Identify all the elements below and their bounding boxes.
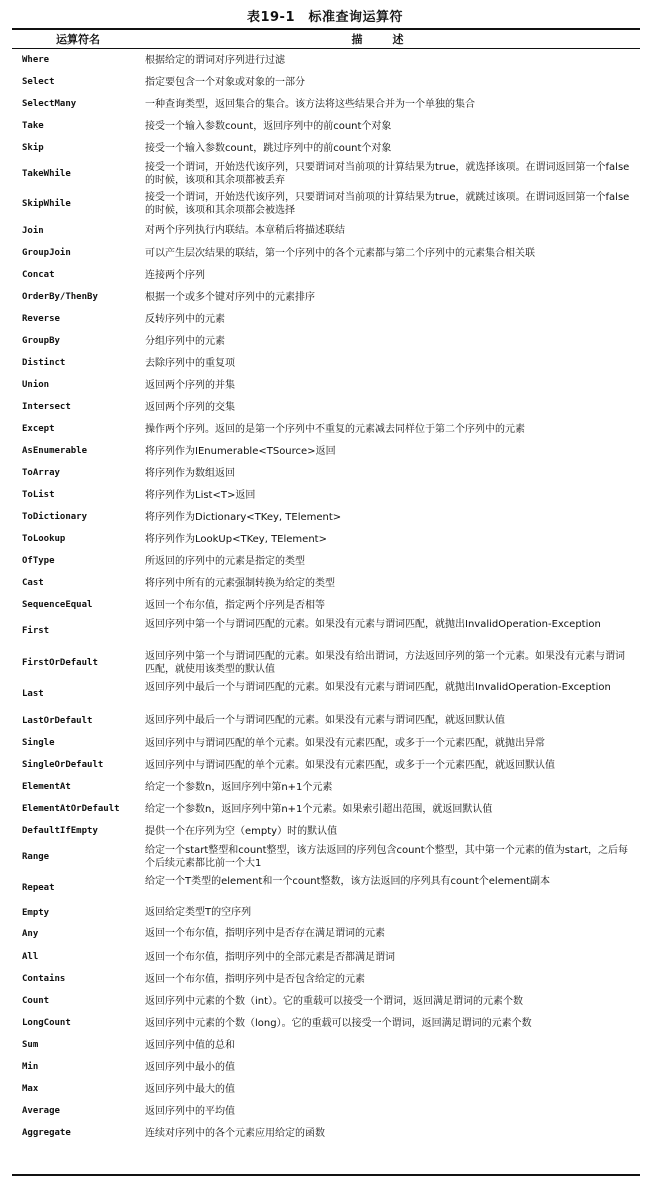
table-row	[0, 646, 650, 679]
operator-description: 指定要包含一个对象或对象的一部分	[145, 77, 305, 88]
table-row	[0, 115, 650, 137]
operator-description: 返回序列中的平均值	[145, 1106, 235, 1117]
operator-description: 返回一个布尔值，指明序列中是否包含给定的元素	[145, 974, 365, 985]
table-row	[0, 484, 650, 506]
operator-name: DefaultIfEmpty	[22, 826, 98, 836]
operator-name: All	[22, 952, 39, 962]
operator-name: OrderBy/ThenBy	[22, 292, 98, 302]
operator-description: 所返回的序列中的元素是指定的类型	[145, 556, 305, 567]
operator-description: 给定一个start整型和count整型，该方法返回的序列包含count个整型，其中第一个元素的值为start，之后每个后续元素都比前一个大1	[145, 845, 629, 869]
operator-description: 对两个序列执行内联结。本章稍后将描述联结	[145, 225, 345, 236]
operator-name: Last	[22, 689, 44, 699]
operator-description: 返回序列中最小的值	[145, 1062, 235, 1073]
table-row	[0, 968, 650, 990]
operator-name: ToLookup	[22, 534, 66, 544]
operator-name: Except	[22, 424, 55, 434]
table-row	[0, 49, 650, 71]
table-row	[0, 776, 650, 798]
operator-description: 返回序列中第一个与谓词匹配的元素。如果没有给出谓词，方法返回序列的第一个元素。如果没有元素与谓词匹配，就使用该类型的默认值	[145, 651, 625, 675]
operator-description: 返回序列中最后一个与谓词匹配的元素。如果没有元素与谓词匹配，就返回默认值	[145, 715, 505, 726]
table-row	[0, 754, 650, 776]
operator-name: Where	[22, 55, 50, 65]
operator-name: SingleOrDefault	[22, 760, 104, 770]
operator-name: First	[22, 626, 50, 636]
table-row	[0, 418, 650, 440]
table-row	[0, 352, 650, 374]
operator-description: 给定一个T类型的element和一个count整数，该方法返回的序列具有count个element副本	[145, 876, 551, 887]
operator-description: 连续对序列中的各个元素应用给定的函数	[145, 1128, 325, 1139]
table-row	[0, 71, 650, 93]
operator-description: 将序列作为List<T>返回	[145, 490, 256, 501]
table-row	[0, 374, 650, 396]
operator-name: Concat	[22, 270, 55, 280]
table-row	[0, 990, 650, 1012]
table-row	[0, 709, 650, 732]
operator-description: 将序列作为IEnumerable<TSource>返回	[145, 446, 336, 457]
operator-name: Average	[22, 1106, 60, 1116]
operator-description: 根据一个或多个键对序列中的元素排序	[145, 292, 315, 303]
operator-name: Distinct	[22, 358, 66, 368]
operator-name: Sum	[22, 1040, 39, 1050]
operator-name: LongCount	[22, 1018, 71, 1028]
table-row	[0, 396, 650, 418]
table-row	[0, 1078, 650, 1100]
operator-description: 返回序列中最后一个与谓词匹配的元素。如果没有元素与谓词匹配，就抛出InvalidOperation-Exception	[145, 682, 611, 693]
table-bottom-rule	[12, 1174, 640, 1176]
operator-description: 提供一个在序列为空（empty）时的默认值	[145, 826, 338, 837]
operator-name: Empty	[22, 908, 50, 918]
table-row	[0, 1012, 650, 1034]
table-row	[0, 506, 650, 528]
operator-name: Join	[22, 226, 44, 236]
table-row	[0, 93, 650, 115]
table-row	[0, 159, 650, 189]
table-row	[0, 1100, 650, 1122]
table-row	[0, 1056, 650, 1078]
operator-description: 返回两个序列的交集	[145, 402, 235, 413]
operator-name: Skip	[22, 143, 44, 153]
operator-description: 返回序列中元素的个数（long）。它的重载可以接受一个谓词，返回满足谓词的元素个数	[145, 1018, 532, 1029]
table-row	[0, 732, 650, 754]
operator-name: LastOrDefault	[22, 716, 93, 726]
operator-name: Contains	[22, 974, 66, 984]
operator-name: AsEnumerable	[22, 446, 88, 456]
table-row	[0, 921, 650, 946]
operator-description: 接受一个输入参数count，跳过序列中的前count个对象	[145, 143, 392, 154]
operator-description: 返回序列中元素的个数（int）。它的重载可以接受一个谓词，返回满足谓词的元素个数	[145, 996, 524, 1007]
operator-description: 接受一个输入参数count，返回序列中的前count个对象	[145, 121, 392, 132]
operator-description: 给定一个参数n，返回序列中第n+1个元素。如果索引超出范围，就返回默认值	[145, 804, 493, 815]
table-row	[0, 820, 650, 842]
operator-name: Take	[22, 121, 44, 131]
operator-name: Cast	[22, 578, 44, 588]
table-row	[0, 462, 650, 484]
operator-name: SequenceEqual	[22, 600, 93, 610]
operator-description: 根据给定的谓词对序列进行过滤	[145, 55, 285, 66]
operator-name: ToArray	[22, 468, 60, 478]
operator-name: ToDictionary	[22, 512, 88, 522]
operator-description: 返回序列中与谓词匹配的单个元素。如果没有元素匹配，或多于一个元素匹配，就抛出异常	[145, 738, 545, 749]
operator-description: 返回一个布尔值，指明序列中的全部元素是否都满足谓词	[145, 952, 395, 963]
operator-description: 返回序列中第一个与谓词匹配的元素。如果没有元素与谓词匹配，就抛出InvalidOperation-Exception	[145, 619, 601, 630]
table-row	[0, 798, 650, 820]
operator-name: SelectMany	[22, 99, 77, 109]
table-row	[0, 842, 650, 871]
operator-name: Select	[22, 77, 55, 87]
table-row	[0, 308, 650, 330]
operator-name: Aggregate	[22, 1128, 71, 1138]
table-row	[0, 137, 650, 159]
table-row	[0, 679, 650, 709]
table-row	[0, 1122, 650, 1144]
table-row	[0, 904, 650, 921]
operator-name: Intersect	[22, 402, 71, 412]
operator-description: 去除序列中的重复项	[145, 358, 235, 369]
operator-description: 返回序列中值的总和	[145, 1040, 235, 1051]
operator-name: Count	[22, 996, 50, 1006]
operator-description: 可以产生层次结果的联结，第一个序列中的各个元素都与第二个序列中的元素集合相关联	[145, 248, 535, 259]
operator-description: 返回两个序列的并集	[145, 380, 235, 391]
operator-name: GroupJoin	[22, 248, 71, 258]
operator-description: 接受一个谓词，开始迭代该序列，只要谓词对当前项的计算结果为true，就选择该项。在谓词返回第一个false的时候，该项和其余项都被丢弃	[145, 162, 630, 186]
operator-name: ElementAt	[22, 782, 71, 792]
table-row	[0, 286, 650, 308]
operator-description: 分组序列中的元素	[145, 336, 225, 347]
operator-description: 返回一个布尔值，指明序列中是否存在满足谓词的元素	[145, 928, 385, 939]
operator-description: 将序列作为数组返回	[145, 468, 235, 479]
operator-description: 返回序列中与谓词匹配的单个元素。如果没有元素匹配，或多于一个元素匹配，就返回默认值	[145, 760, 555, 771]
table-row	[0, 871, 650, 904]
operator-name: Single	[22, 738, 55, 748]
table-row	[0, 1034, 650, 1056]
header-description: 描述	[351, 33, 434, 46]
operator-name: Reverse	[22, 314, 60, 324]
table-row	[0, 330, 650, 352]
operator-name: FirstOrDefault	[22, 658, 98, 668]
table-row	[0, 219, 650, 242]
header-operator-name: 运算符名	[56, 33, 100, 46]
table-row	[0, 550, 650, 572]
operator-name: Any	[22, 929, 39, 939]
operator-name: TakeWhile	[22, 169, 71, 179]
operator-description: 接受一个谓词，开始迭代该序列，只要谓词对当前项的计算结果为true，就跳过该项。在谓词返回第一个false的时候，该项和其余项都会被选择	[145, 192, 630, 216]
table-row	[0, 528, 650, 550]
table-row	[0, 189, 650, 219]
operator-description: 返回序列中最大的值	[145, 1084, 235, 1095]
operator-name: Repeat	[22, 883, 55, 893]
operator-description: 操作两个序列。返回的是第一个序列中不重复的元素减去同样位于第二个序列中的元素	[145, 424, 525, 435]
operator-name: OfType	[22, 556, 55, 566]
table-row	[0, 242, 650, 264]
operator-description: 将序列作为LookUp<TKey, TElement>	[145, 534, 327, 545]
table-title: 表19-1 标准查询运算符	[246, 10, 404, 25]
table-row	[0, 572, 650, 594]
operator-description: 连接两个序列	[145, 270, 205, 281]
operator-description: 返回给定类型T的空序列	[145, 907, 252, 918]
table-row	[0, 594, 650, 616]
operator-description: 反转序列中的元素	[145, 314, 225, 325]
operator-description: 返回一个布尔值，指定两个序列是否相等	[145, 600, 325, 611]
operator-description: 将序列作为Dictionary<TKey, TElement>	[145, 512, 342, 523]
table-row	[0, 946, 650, 968]
operator-name: Min	[22, 1062, 39, 1072]
table-row	[0, 440, 650, 462]
operator-description: 将序列中所有的元素强制转换为给定的类型	[145, 578, 335, 589]
operator-name: Union	[22, 380, 50, 390]
table-row	[0, 264, 650, 286]
operator-name: ElementAtOrDefault	[22, 804, 120, 814]
table-top-rule	[12, 28, 640, 30]
operator-name: Max	[22, 1084, 39, 1094]
operator-description: 给定一个参数n，返回序列中第n+1个元素	[145, 782, 333, 793]
operator-name: ToList	[22, 490, 55, 500]
table-row	[0, 616, 650, 646]
operator-name: SkipWhile	[22, 199, 71, 209]
operator-name: Range	[22, 852, 50, 862]
operator-description: 一种查询类型，返回集合的集合。该方法将这些结果合并为一个单独的集合	[145, 99, 475, 110]
operator-name: GroupBy	[22, 336, 60, 346]
